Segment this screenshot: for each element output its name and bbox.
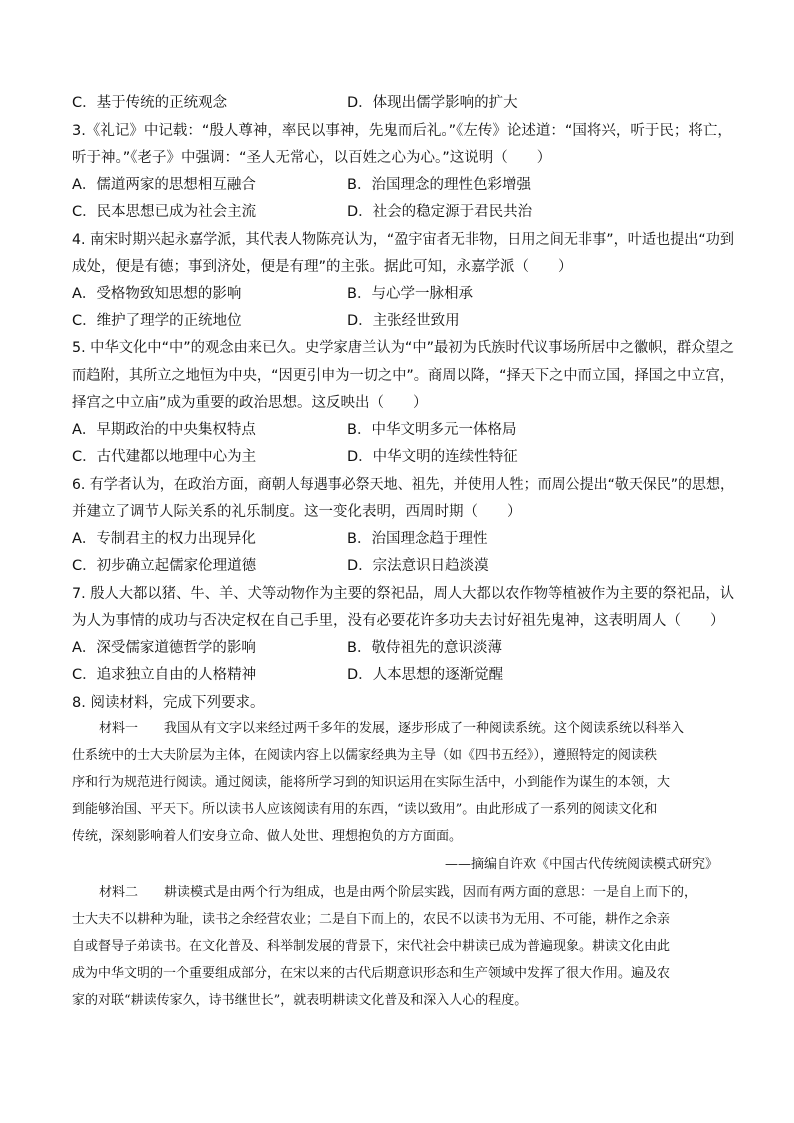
q3-option-c: C．民本思想已成为社会主流 bbox=[72, 204, 257, 220]
q5-option-d: D．中华文明的连续性特征 bbox=[347, 449, 518, 465]
q3-option-a: A．儒道两家的思想相互融合 bbox=[72, 177, 256, 193]
q8-stem: 8. 阅读材料，完成下列要求。 bbox=[72, 695, 265, 711]
q6-option-b: B．治国理念趋于理性 bbox=[347, 531, 488, 547]
q7-stem-line1: 7. 殷人大都以猪、牛、羊、犬等动物作为主要的祭祀品，周人大都以农作物等植被作为主要的祭祀品，认 bbox=[72, 586, 735, 602]
q7-stem-line2: 为人为事情的成功与否决定权在自己手里，没有必要花许多功夫去讨好祖先鬼神，这表明周人（ ） bbox=[72, 613, 725, 629]
q6-option-d: D．宗法意识日趋淡漠 bbox=[347, 558, 489, 574]
q4-stem-line1: 4. 南宋时期兴起永嘉学派，其代表人物陈亮认为，“盈宇宙者无非物，日用之间无非事”，叶适也提出“功到 bbox=[72, 232, 735, 248]
material-1-line3: 序和行为规范进行阅读。通过阅读，能将所学习到的知识运用在实际生活中，小到能作为谋生的本领，大 bbox=[72, 775, 671, 790]
material-1-source: ——摘编自许欢《中国古代传统阅读模式研究》 bbox=[444, 857, 718, 872]
q7-option-b: B．敬侍祖先的意识淡薄 bbox=[347, 640, 502, 656]
material-2-line3: 自或督导子弟读书。在文化普及、科举制发展的背景下，宋代社会中耕读已成为普遍现象。耕读文化由此 bbox=[72, 939, 671, 954]
q2-option-c: C．基于传统的正统观念 bbox=[72, 95, 228, 111]
q4-option-a: A．受格物致知思想的影响 bbox=[72, 286, 242, 302]
q6-option-c: C．初步确立起儒家伦理道德 bbox=[72, 558, 257, 574]
q3-option-d: D．社会的稳定源于君民共治 bbox=[347, 204, 533, 220]
q5-stem-line3: 择宫之中立庙”成为重要的政治思想。这反映出（ ） bbox=[72, 395, 428, 411]
q6-stem-line1: 6. 有学者认为，在政治方面，商朝人每遇事必祭天地、祖先，并使用人牲；而周公提出“敬天保民”的思想， bbox=[72, 477, 735, 493]
q4-stem-line2: 成处，便是有德；事到济处，便是有理”的主张。据此可知，永嘉学派（ ） bbox=[72, 259, 573, 275]
q4-option-c: C．维护了理学的正统地位 bbox=[72, 313, 242, 329]
q5-option-c: C．古代建都以地理中心为主 bbox=[72, 449, 257, 465]
q3-stem-line1: 3.《礼记》中记载：“殷人尊神，率民以事神，先鬼而后礼。”《左传》论述道：“国将兴，听于民；将亡， bbox=[72, 123, 732, 139]
material-1-line4: 到能够治国、平天下。所以读书人应该阅读有用的东西，“读以致用”。由此形成了一系列的阅读文化和 bbox=[72, 802, 658, 817]
q4-option-b: B．与心学一脉相承 bbox=[347, 286, 473, 302]
q7-option-c: C．追求独立自由的人格精神 bbox=[72, 667, 257, 683]
q5-stem-line1: 5. 中华文化中“中”的观念由来已久。史学家唐兰认为“中”最初为氏族时代议事场所居中之徽帜，群众望之 bbox=[72, 340, 734, 356]
q4-option-d: D．主张经世致用 bbox=[347, 313, 460, 329]
q3-stem-line2: 听于神。”《老子》中强调：“圣人无常心，以百姓之心为心。”这说明（ ） bbox=[72, 150, 552, 166]
q7-option-a: A．深受儒家道德哲学的影响 bbox=[72, 640, 256, 656]
q5-option-a: A．早期政治的中央集权特点 bbox=[72, 422, 256, 438]
q2-option-d: D．体现出儒学影响的扩大 bbox=[347, 95, 518, 111]
q5-option-b: B．中华文明多元一体格局 bbox=[347, 422, 517, 438]
material-2-line4: 成为中华文明的一个重要组成部分，在宋以来的古代后期意识形态和生产领域中发挥了很大作用。遍及农 bbox=[72, 966, 671, 981]
q3-option-b: B．治国理念的理性色彩增强 bbox=[347, 177, 531, 193]
q6-option-a: A．专制君主的权力出现异化 bbox=[72, 531, 256, 547]
q5-stem-line2: 而趋附，其所立之地恒为中央，“因更引申为一切之中”。商周以降，“择天下之中而立国，择国之中立宫， bbox=[72, 368, 735, 384]
q7-option-d: D．人本思想的逐渐觉醒 bbox=[347, 667, 504, 683]
material-2-line5: 家的对联“耕读传家久，诗书继世长”，就表明耕读文化普及和深入人心的程度。 bbox=[72, 993, 528, 1008]
material-1-line5: 传统，深刻影响着人们安身立命、做人处世、理想抱负的方方面面。 bbox=[72, 829, 463, 844]
material-2-line2: 士大夫不以耕种为耻，读书之余经营农业；二是自下而上的，农民不以读书为无用、不可能，耕作之余亲 bbox=[72, 912, 671, 927]
q6-stem-line2: 并建立了调节人际关系的礼乐制度。这一变化表明，西周时期（ ） bbox=[72, 504, 522, 520]
material-1-line1: 材料一 我国从有文字以来经过两千多年的发展，逐步形成了一种阅读系统。这个阅读系统以科举入 bbox=[99, 721, 685, 736]
material-2-line1: 材料二 耕读模式是由两个行为组成，也是由两个阶层实践，因而有两方面的意思：一是自上而下的， bbox=[99, 885, 698, 900]
material-1-line2: 仕系统中的士大夫阶层为主体，在阅读内容上以儒家经典为主导（如《四书五经》），遵照特定的阅读秩 bbox=[72, 748, 658, 763]
